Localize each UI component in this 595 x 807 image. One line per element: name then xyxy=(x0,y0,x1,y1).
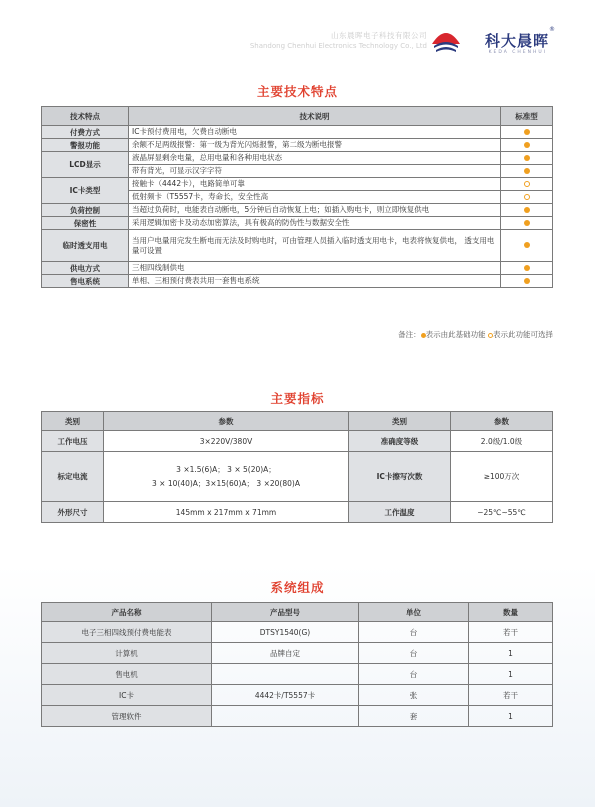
hollow-dot-icon xyxy=(524,181,530,187)
section-title-specs: 主要指标 xyxy=(270,391,325,406)
feature-name: 负荷控制 xyxy=(42,204,129,217)
table-row xyxy=(42,643,553,664)
standard-mark-cell xyxy=(501,165,553,178)
spec-value: 2.0级/1.0级 xyxy=(451,431,553,452)
filled-dot-icon xyxy=(524,168,530,174)
standard-mark-cell xyxy=(501,178,553,191)
column-header: 技术特点 xyxy=(42,107,129,126)
column-header: 参数 xyxy=(451,412,553,431)
feature-description: 低射频卡（T5557卡，寿命长，安全性高 xyxy=(129,191,501,204)
product-quantity: 若干 xyxy=(469,622,553,643)
standard-mark-cell xyxy=(501,217,553,230)
column-header: 数量 xyxy=(469,603,553,622)
feature-description: 液晶屏显剩余电量，总用电量和各种用电状态 xyxy=(129,152,501,165)
company-name-cn: 山东晨晖电子科技有限公司 xyxy=(331,31,427,40)
logo-subtitle: KEDA CHENHUI xyxy=(488,50,547,55)
table-row xyxy=(42,178,553,191)
standard-mark-cell xyxy=(501,152,553,165)
product-model: 品牌自定 xyxy=(212,643,359,664)
table-row xyxy=(42,230,553,262)
company-name-en: Shandong Chenhui Electronics Technology Co., Ltd xyxy=(249,42,427,50)
feature-name: 售电系统 xyxy=(42,275,129,288)
spec-category: 工作温度 xyxy=(349,502,451,523)
product-name: 管理软件 xyxy=(42,706,212,727)
table-row xyxy=(42,275,553,288)
section-title-system: 系统组成 xyxy=(270,580,325,595)
feature-name: 供电方式 xyxy=(42,262,129,275)
table-row xyxy=(42,452,553,502)
column-header: 产品名称 xyxy=(42,603,212,622)
column-header: 技术说明 xyxy=(129,107,501,126)
feature-name: 保密性 xyxy=(42,217,129,230)
product-name: 计算机 xyxy=(42,643,212,664)
standard-mark-cell xyxy=(501,191,553,204)
table-row xyxy=(42,685,553,706)
feature-description: 单相、三相预付费表共用一套售电系统 xyxy=(129,275,501,288)
feature-description: 带有背光，可显示汉字字符 xyxy=(129,165,501,178)
filled-dot-icon xyxy=(524,265,530,271)
standard-mark-cell xyxy=(501,275,553,288)
logo-registered-mark: ® xyxy=(549,26,555,33)
spec-value: −25℃~55℃ xyxy=(451,502,553,523)
filled-dot-icon xyxy=(524,142,530,148)
spec-category: 工作电压 xyxy=(42,431,104,452)
product-name: 售电机 xyxy=(42,664,212,685)
table-header-row xyxy=(42,603,553,622)
table-row xyxy=(42,204,553,217)
column-header: 产品型号 xyxy=(212,603,359,622)
standard-mark-cell xyxy=(501,262,553,275)
system-table xyxy=(41,602,553,727)
feature-description: 余额不足两级报警：第一级为背光闪烁报警，第二级为断电报警 xyxy=(129,139,501,152)
standard-mark-cell xyxy=(501,126,553,139)
note-ring-text: 表示此功能可选择 xyxy=(493,330,553,339)
spec-value-line: 3 ×1.5(6)A； 3 × 5(20)A； xyxy=(176,465,276,474)
spec-value xyxy=(104,452,349,502)
legend-note xyxy=(398,329,553,340)
spec-value-line: 3 × 10(40)A；3×15(60)A； 3 ×20(80)A xyxy=(152,478,300,488)
spec-value: 3×220V/380V xyxy=(104,431,349,452)
table-row xyxy=(42,502,553,523)
spec-value: 145mm x 217mm x 71mm xyxy=(104,502,349,523)
feature-description: 当超过负荷时，电能表自动断电，5分钟后自动恢复上电；如插入购电卡，则立即恢复供电 xyxy=(129,204,501,217)
spec-category: 外形尺寸 xyxy=(42,502,104,523)
product-quantity: 1 xyxy=(469,643,553,664)
product-model: 4442卡/T5557卡 xyxy=(212,685,359,706)
filled-dot-icon xyxy=(524,242,530,248)
column-header: 类别 xyxy=(42,412,104,431)
feature-name: IC卡类型 xyxy=(42,178,129,204)
note-label: 备注： xyxy=(398,330,421,339)
spec-category: 准确度等级 xyxy=(349,431,451,452)
feature-name: 警报功能 xyxy=(42,139,129,152)
table-row xyxy=(42,217,553,230)
logo-text: 科大晨晖 xyxy=(484,32,549,50)
product-unit: 张 xyxy=(359,685,469,706)
column-header: 标准型 xyxy=(501,107,553,126)
table-row xyxy=(42,431,553,452)
column-header: 参数 xyxy=(104,412,349,431)
spec-category: IC卡擦写次数 xyxy=(349,452,451,502)
feature-description: 接触卡（4442卡），电路简单可靠 xyxy=(129,178,501,191)
feature-name: 临时透支用电 xyxy=(42,230,129,262)
product-unit: 台 xyxy=(359,643,469,664)
standard-mark-cell xyxy=(501,230,553,262)
section-title-features: 主要技术特点 xyxy=(256,84,338,99)
table-row xyxy=(42,152,553,165)
product-name: IC卡 xyxy=(42,685,212,706)
table-header-row xyxy=(42,412,553,431)
filled-dot-icon xyxy=(524,207,530,213)
standard-mark-cell xyxy=(501,139,553,152)
feature-name: LCD显示 xyxy=(42,152,129,178)
filled-dot-icon xyxy=(524,278,530,284)
table-row xyxy=(42,139,553,152)
standard-mark-cell xyxy=(501,204,553,217)
filled-dot-icon xyxy=(524,155,530,161)
table-row xyxy=(42,262,553,275)
spec-category: 标定电流 xyxy=(42,452,104,502)
product-name: 电子三相四线预付费电能表 xyxy=(42,622,212,643)
column-header: 单位 xyxy=(359,603,469,622)
logo-icon xyxy=(430,24,462,56)
feature-description: IC卡预付费用电，欠费自动断电 xyxy=(129,126,501,139)
product-unit: 套 xyxy=(359,706,469,727)
table-row xyxy=(42,664,553,685)
table-row xyxy=(42,126,553,139)
table-row xyxy=(42,622,553,643)
table-row xyxy=(42,706,553,727)
specs-table xyxy=(41,411,553,523)
product-unit: 台 xyxy=(359,664,469,685)
spec-value: ≥100万次 xyxy=(451,452,553,502)
column-header: 类别 xyxy=(349,412,451,431)
feature-description: 三相四线制供电 xyxy=(129,262,501,275)
filled-dot-icon xyxy=(524,129,530,135)
product-model: DTSY1540(G) xyxy=(212,622,359,643)
table-header-row xyxy=(42,107,553,126)
note-dot-text: 表示由此基础功能 xyxy=(425,330,486,339)
product-unit: 台 xyxy=(359,622,469,643)
product-quantity: 1 xyxy=(469,664,553,685)
product-model xyxy=(212,664,359,685)
product-quantity: 若干 xyxy=(469,685,553,706)
feature-description: 当用户电量用完发生断电而无法及时购电时，可由管理人员插入临时透支用电卡，电表将恢复供电， 透支用电量可设置 xyxy=(129,230,501,262)
features-table xyxy=(41,106,553,288)
hollow-dot-icon xyxy=(524,194,530,200)
product-quantity: 1 xyxy=(469,706,553,727)
feature-description: 采用逻辑加密卡及动态加密算法，具有极高的防伪性与数据安全性 xyxy=(129,217,501,230)
product-model xyxy=(212,706,359,727)
filled-dot-icon xyxy=(524,220,530,226)
page-header xyxy=(215,22,555,62)
feature-name: 付费方式 xyxy=(42,126,129,139)
